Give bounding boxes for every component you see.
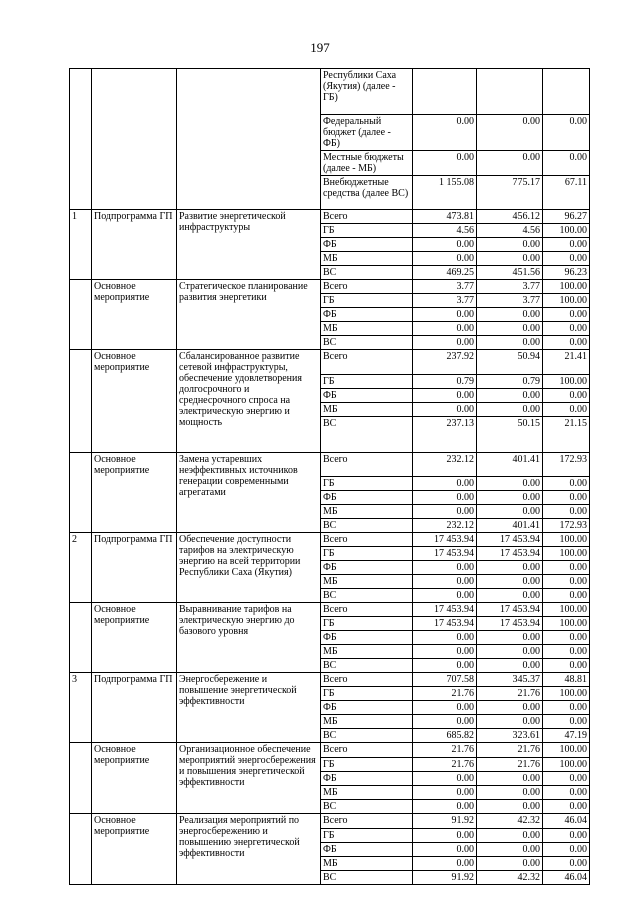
planned-value-cell: 3.77 [413,294,477,308]
item-name-cell: Организационное обеспечение мероприятий энергосбережения и повышения энергетической эффективности [177,743,321,814]
item-type-cell: Основное мероприятие [92,280,177,350]
planned-value-cell: 91.92 [413,814,477,829]
actual-value-cell: 0.00 [477,322,543,336]
funding-source-cell: ФБ [321,389,413,403]
item-type-cell: Основное мероприятие [92,603,177,673]
planned-value-cell: 0.00 [413,786,477,800]
funding-source-cell: ГБ [321,687,413,701]
percent-value-cell: 0.00 [543,336,590,350]
funding-source-cell: ФБ [321,561,413,575]
actual-value-cell: 0.00 [477,389,543,403]
funding-source-cell: Всего [321,453,413,477]
percent-value-cell: 0.00 [543,589,590,603]
funding-source-cell: ГБ [321,547,413,561]
actual-value-cell [477,69,543,115]
funding-source-cell: МБ [321,715,413,729]
funding-source-cell: ФБ [321,491,413,505]
funding-source-cell: Всего [321,603,413,617]
funding-source-cell: Всего [321,280,413,294]
actual-value-cell: 0.00 [477,701,543,715]
actual-value-cell: 3.77 [477,280,543,294]
table-body [70,69,590,885]
percent-value-cell: 0.00 [543,631,590,645]
percent-value-cell: 0.00 [543,238,590,252]
actual-value-cell: 0.00 [477,575,543,589]
item-type-cell [92,69,177,210]
percent-value-cell: 48.81 [543,673,590,687]
planned-value-cell: 0.00 [413,701,477,715]
funding-source-cell: ФБ [321,843,413,857]
index-cell [70,743,92,814]
actual-value-cell: 50.94 [477,350,543,375]
planned-value-cell: 0.00 [413,829,477,843]
funding-source-cell: ВС [321,519,413,533]
actual-value-cell: 17 453.94 [477,533,543,547]
planned-value-cell: 0.00 [413,772,477,786]
percent-value-cell: 100.00 [543,224,590,238]
percent-value-cell: 0.00 [543,800,590,814]
item-type-cell: Основное мероприятие [92,814,177,885]
actual-value-cell: 17 453.94 [477,547,543,561]
percent-value-cell: 67.11 [543,176,590,210]
actual-value-cell: 0.00 [477,843,543,857]
actual-value-cell: 0.00 [477,561,543,575]
actual-value-cell: 0.00 [477,115,543,151]
index-cell [70,814,92,885]
table-row [70,603,590,617]
funding-source-cell: ГБ [321,224,413,238]
planned-value-cell: 0.00 [413,857,477,871]
funding-source-cell: ФБ [321,701,413,715]
percent-value-cell: 0.00 [543,701,590,715]
funding-source-cell: МБ [321,786,413,800]
funding-source-cell: Всего [321,350,413,375]
planned-value-cell: 0.00 [413,115,477,151]
planned-value-cell: 0.00 [413,151,477,176]
item-name-cell: Реализация мероприятий по энергосбережению и повышению энергетической эффективности [177,814,321,885]
actual-value-cell: 42.32 [477,814,543,829]
planned-value-cell: 0.00 [413,645,477,659]
planned-value-cell: 17 453.94 [413,603,477,617]
funding-source-cell: ФБ [321,631,413,645]
planned-value-cell: 685.82 [413,729,477,743]
planned-value-cell: 21.76 [413,743,477,758]
funding-source-cell: ФБ [321,238,413,252]
actual-value-cell: 4.56 [477,224,543,238]
percent-value-cell: 100.00 [543,294,590,308]
planned-value-cell: 237.92 [413,350,477,375]
funding-source-cell: МБ [321,403,413,417]
funding-source-cell: ФБ [321,308,413,322]
planned-value-cell: 237.13 [413,417,477,453]
actual-value-cell: 0.00 [477,829,543,843]
percent-value-cell: 96.27 [543,210,590,224]
percent-value-cell: 0.00 [543,403,590,417]
planned-value-cell: 0.00 [413,561,477,575]
item-name-cell: Энергосбережение и повышение энергетической эффективности [177,673,321,743]
percent-value-cell: 100.00 [543,603,590,617]
item-type-cell: Основное мероприятие [92,743,177,814]
planned-value-cell: 1 155.08 [413,176,477,210]
funding-source-cell: МБ [321,252,413,266]
percent-value-cell: 100.00 [543,280,590,294]
percent-value-cell: 0.00 [543,477,590,491]
page-number: 197 [310,40,330,55]
item-name-cell [177,69,321,210]
funding-source-cell: Федеральный бюджет (далее - ФБ) [321,115,413,151]
funding-source-cell: Всего [321,210,413,224]
actual-value-cell: 0.00 [477,659,543,673]
actual-value-cell: 3.77 [477,294,543,308]
funding-source-cell: МБ [321,645,413,659]
percent-value-cell: 0.00 [543,857,590,871]
funding-source-cell: ГБ [321,375,413,389]
funding-source-cell: ВС [321,336,413,350]
table-row [70,280,590,294]
percent-value-cell: 100.00 [543,743,590,758]
percent-value-cell: 0.00 [543,389,590,403]
planned-value-cell: 4.56 [413,224,477,238]
actual-value-cell: 0.00 [477,800,543,814]
planned-value-cell: 0.00 [413,505,477,519]
funding-source-cell: ГБ [321,294,413,308]
actual-value-cell: 0.00 [477,403,543,417]
funding-source-cell: ВС [321,800,413,814]
percent-value-cell: 47.19 [543,729,590,743]
funding-source-cell: ВС [321,871,413,885]
planned-value-cell: 17 453.94 [413,617,477,631]
funding-source-cell: ФБ [321,772,413,786]
actual-value-cell: 0.00 [477,589,543,603]
item-name-cell: Развитие энергетической инфраструктуры [177,210,321,280]
percent-value-cell: 0.00 [543,308,590,322]
planned-value-cell: 91.92 [413,871,477,885]
item-type-cell: Основное мероприятие [92,350,177,453]
planned-value-cell: 0.79 [413,375,477,389]
index-cell [70,280,92,350]
percent-value-cell: 100.00 [543,758,590,772]
actual-value-cell: 0.00 [477,151,543,176]
percent-value-cell: 0.00 [543,151,590,176]
actual-value-cell: 0.00 [477,491,543,505]
planned-value-cell: 0.00 [413,477,477,491]
actual-value-cell: 0.00 [477,477,543,491]
actual-value-cell: 451.56 [477,266,543,280]
actual-value-cell: 0.00 [477,336,543,350]
percent-value-cell: 0.00 [543,505,590,519]
percent-value-cell: 0.00 [543,659,590,673]
item-name-cell: Обеспечение доступности тарифов на электрическую энергию на всей территории Республики Саха (Якутия) [177,533,321,603]
percent-value-cell: 21.15 [543,417,590,453]
percent-value-cell: 172.93 [543,519,590,533]
actual-value-cell: 775.17 [477,176,543,210]
funding-source-cell: Всего [321,743,413,758]
actual-value-cell: 0.79 [477,375,543,389]
percent-value-cell: 0.00 [543,561,590,575]
item-name-cell: Замена устаревших неэффективных источников генерации современными агрегатами [177,453,321,533]
funding-source-cell: Местные бюджеты (далее - МБ) [321,151,413,176]
planned-value-cell: 0.00 [413,336,477,350]
funding-source-cell: Всего [321,673,413,687]
actual-value-cell: 0.00 [477,715,543,729]
percent-value-cell: 172.93 [543,453,590,477]
table-row [70,743,590,758]
table-row [70,453,590,477]
funding-source-cell: ВС [321,729,413,743]
funding-source-cell: ГБ [321,758,413,772]
funding-source-cell: МБ [321,575,413,589]
item-type-cell: Основное мероприятие [92,453,177,533]
item-type-cell: Подпрограмма ГП [92,673,177,743]
index-cell: 3 [70,673,92,743]
percent-value-cell: 96.23 [543,266,590,280]
index-cell [70,69,92,210]
percent-value-cell: 0.00 [543,772,590,786]
funding-source-cell: ГБ [321,477,413,491]
actual-value-cell: 323.61 [477,729,543,743]
funding-source-cell: ГБ [321,617,413,631]
percent-value-cell: 0.00 [543,843,590,857]
table-row [70,533,590,547]
actual-value-cell: 42.32 [477,871,543,885]
item-type-cell: Подпрограмма ГП [92,210,177,280]
planned-value-cell: 0.00 [413,715,477,729]
planned-value-cell [413,69,477,115]
planned-value-cell: 0.00 [413,491,477,505]
actual-value-cell: 21.76 [477,758,543,772]
actual-value-cell: 0.00 [477,308,543,322]
table-row [70,210,590,224]
funding-source-cell: Всего [321,814,413,829]
funding-source-cell: Внебюджетные средства (далее ВС) [321,176,413,210]
planned-value-cell: 473.81 [413,210,477,224]
planned-value-cell: 0.00 [413,322,477,336]
percent-value-cell: 0.00 [543,645,590,659]
index-cell [70,603,92,673]
planned-value-cell: 0.00 [413,800,477,814]
funding-source-cell: ГБ [321,829,413,843]
planned-value-cell: 707.58 [413,673,477,687]
funding-source-cell: Республики Саха (Якутия) (далее - ГБ) [321,69,413,115]
item-name-cell: Сбалансированное развитие сетевой инфраструктуры, обеспечение удовлетворения долгосрочного и среднесрочного спроса на электрическую энергию и мощность [177,350,321,453]
percent-value-cell: 100.00 [543,533,590,547]
actual-value-cell: 401.41 [477,519,543,533]
actual-value-cell: 50.15 [477,417,543,453]
actual-value-cell: 0.00 [477,857,543,871]
table-row [70,69,590,115]
planned-value-cell: 0.00 [413,238,477,252]
funding-source-cell: ВС [321,417,413,453]
funding-source-cell: ВС [321,266,413,280]
item-name-cell: Стратегическое планирование развития энергетики [177,280,321,350]
index-cell [70,350,92,453]
percent-value-cell: 100.00 [543,617,590,631]
planned-value-cell: 0.00 [413,403,477,417]
item-name-cell: Выравнивание тарифов на электрическую энергию до базового уровня [177,603,321,673]
actual-value-cell: 456.12 [477,210,543,224]
actual-value-cell: 0.00 [477,786,543,800]
percent-value-cell: 0.00 [543,115,590,151]
planned-value-cell: 0.00 [413,589,477,603]
planned-value-cell: 232.12 [413,519,477,533]
actual-value-cell: 401.41 [477,453,543,477]
actual-value-cell: 345.37 [477,673,543,687]
planned-value-cell: 0.00 [413,389,477,403]
percent-value-cell: 0.00 [543,322,590,336]
actual-value-cell: 0.00 [477,645,543,659]
percent-value-cell: 21.41 [543,350,590,375]
funding-source-cell: ВС [321,659,413,673]
percent-value-cell: 100.00 [543,547,590,561]
index-cell: 1 [70,210,92,280]
funding-source-cell: МБ [321,505,413,519]
actual-value-cell: 0.00 [477,505,543,519]
actual-value-cell: 21.76 [477,687,543,701]
percent-value-cell: 0.00 [543,252,590,266]
funding-source-cell: ВС [321,589,413,603]
funding-source-cell: Всего [321,533,413,547]
planned-value-cell: 0.00 [413,631,477,645]
table-row [70,350,590,375]
actual-value-cell: 0.00 [477,772,543,786]
index-cell [70,453,92,533]
planned-value-cell: 21.76 [413,687,477,701]
table-row [70,673,590,687]
percent-value-cell: 0.00 [543,786,590,800]
actual-value-cell: 0.00 [477,238,543,252]
percent-value-cell: 0.00 [543,715,590,729]
actual-value-cell: 21.76 [477,743,543,758]
planned-value-cell: 0.00 [413,575,477,589]
planned-value-cell: 469.25 [413,266,477,280]
planned-value-cell: 0.00 [413,252,477,266]
planned-value-cell: 0.00 [413,659,477,673]
percent-value-cell: 100.00 [543,687,590,701]
percent-value-cell: 0.00 [543,575,590,589]
planned-value-cell: 17 453.94 [413,533,477,547]
percent-value-cell: 0.00 [543,491,590,505]
funding-source-cell: МБ [321,857,413,871]
percent-value-cell: 0.00 [543,829,590,843]
planned-value-cell: 17 453.94 [413,547,477,561]
percent-value-cell: 46.04 [543,871,590,885]
percent-value-cell [543,69,590,115]
table-row [70,814,590,829]
actual-value-cell: 17 453.94 [477,617,543,631]
actual-value-cell: 0.00 [477,631,543,645]
planned-value-cell: 21.76 [413,758,477,772]
actual-value-cell: 17 453.94 [477,603,543,617]
item-type-cell: Подпрограмма ГП [92,533,177,603]
planned-value-cell: 0.00 [413,843,477,857]
actual-value-cell: 0.00 [477,252,543,266]
planned-value-cell: 0.00 [413,308,477,322]
funding-source-cell: МБ [321,322,413,336]
budget-table [69,68,590,885]
percent-value-cell: 100.00 [543,375,590,389]
planned-value-cell: 232.12 [413,453,477,477]
percent-value-cell: 46.04 [543,814,590,829]
index-cell: 2 [70,533,92,603]
planned-value-cell: 3.77 [413,280,477,294]
